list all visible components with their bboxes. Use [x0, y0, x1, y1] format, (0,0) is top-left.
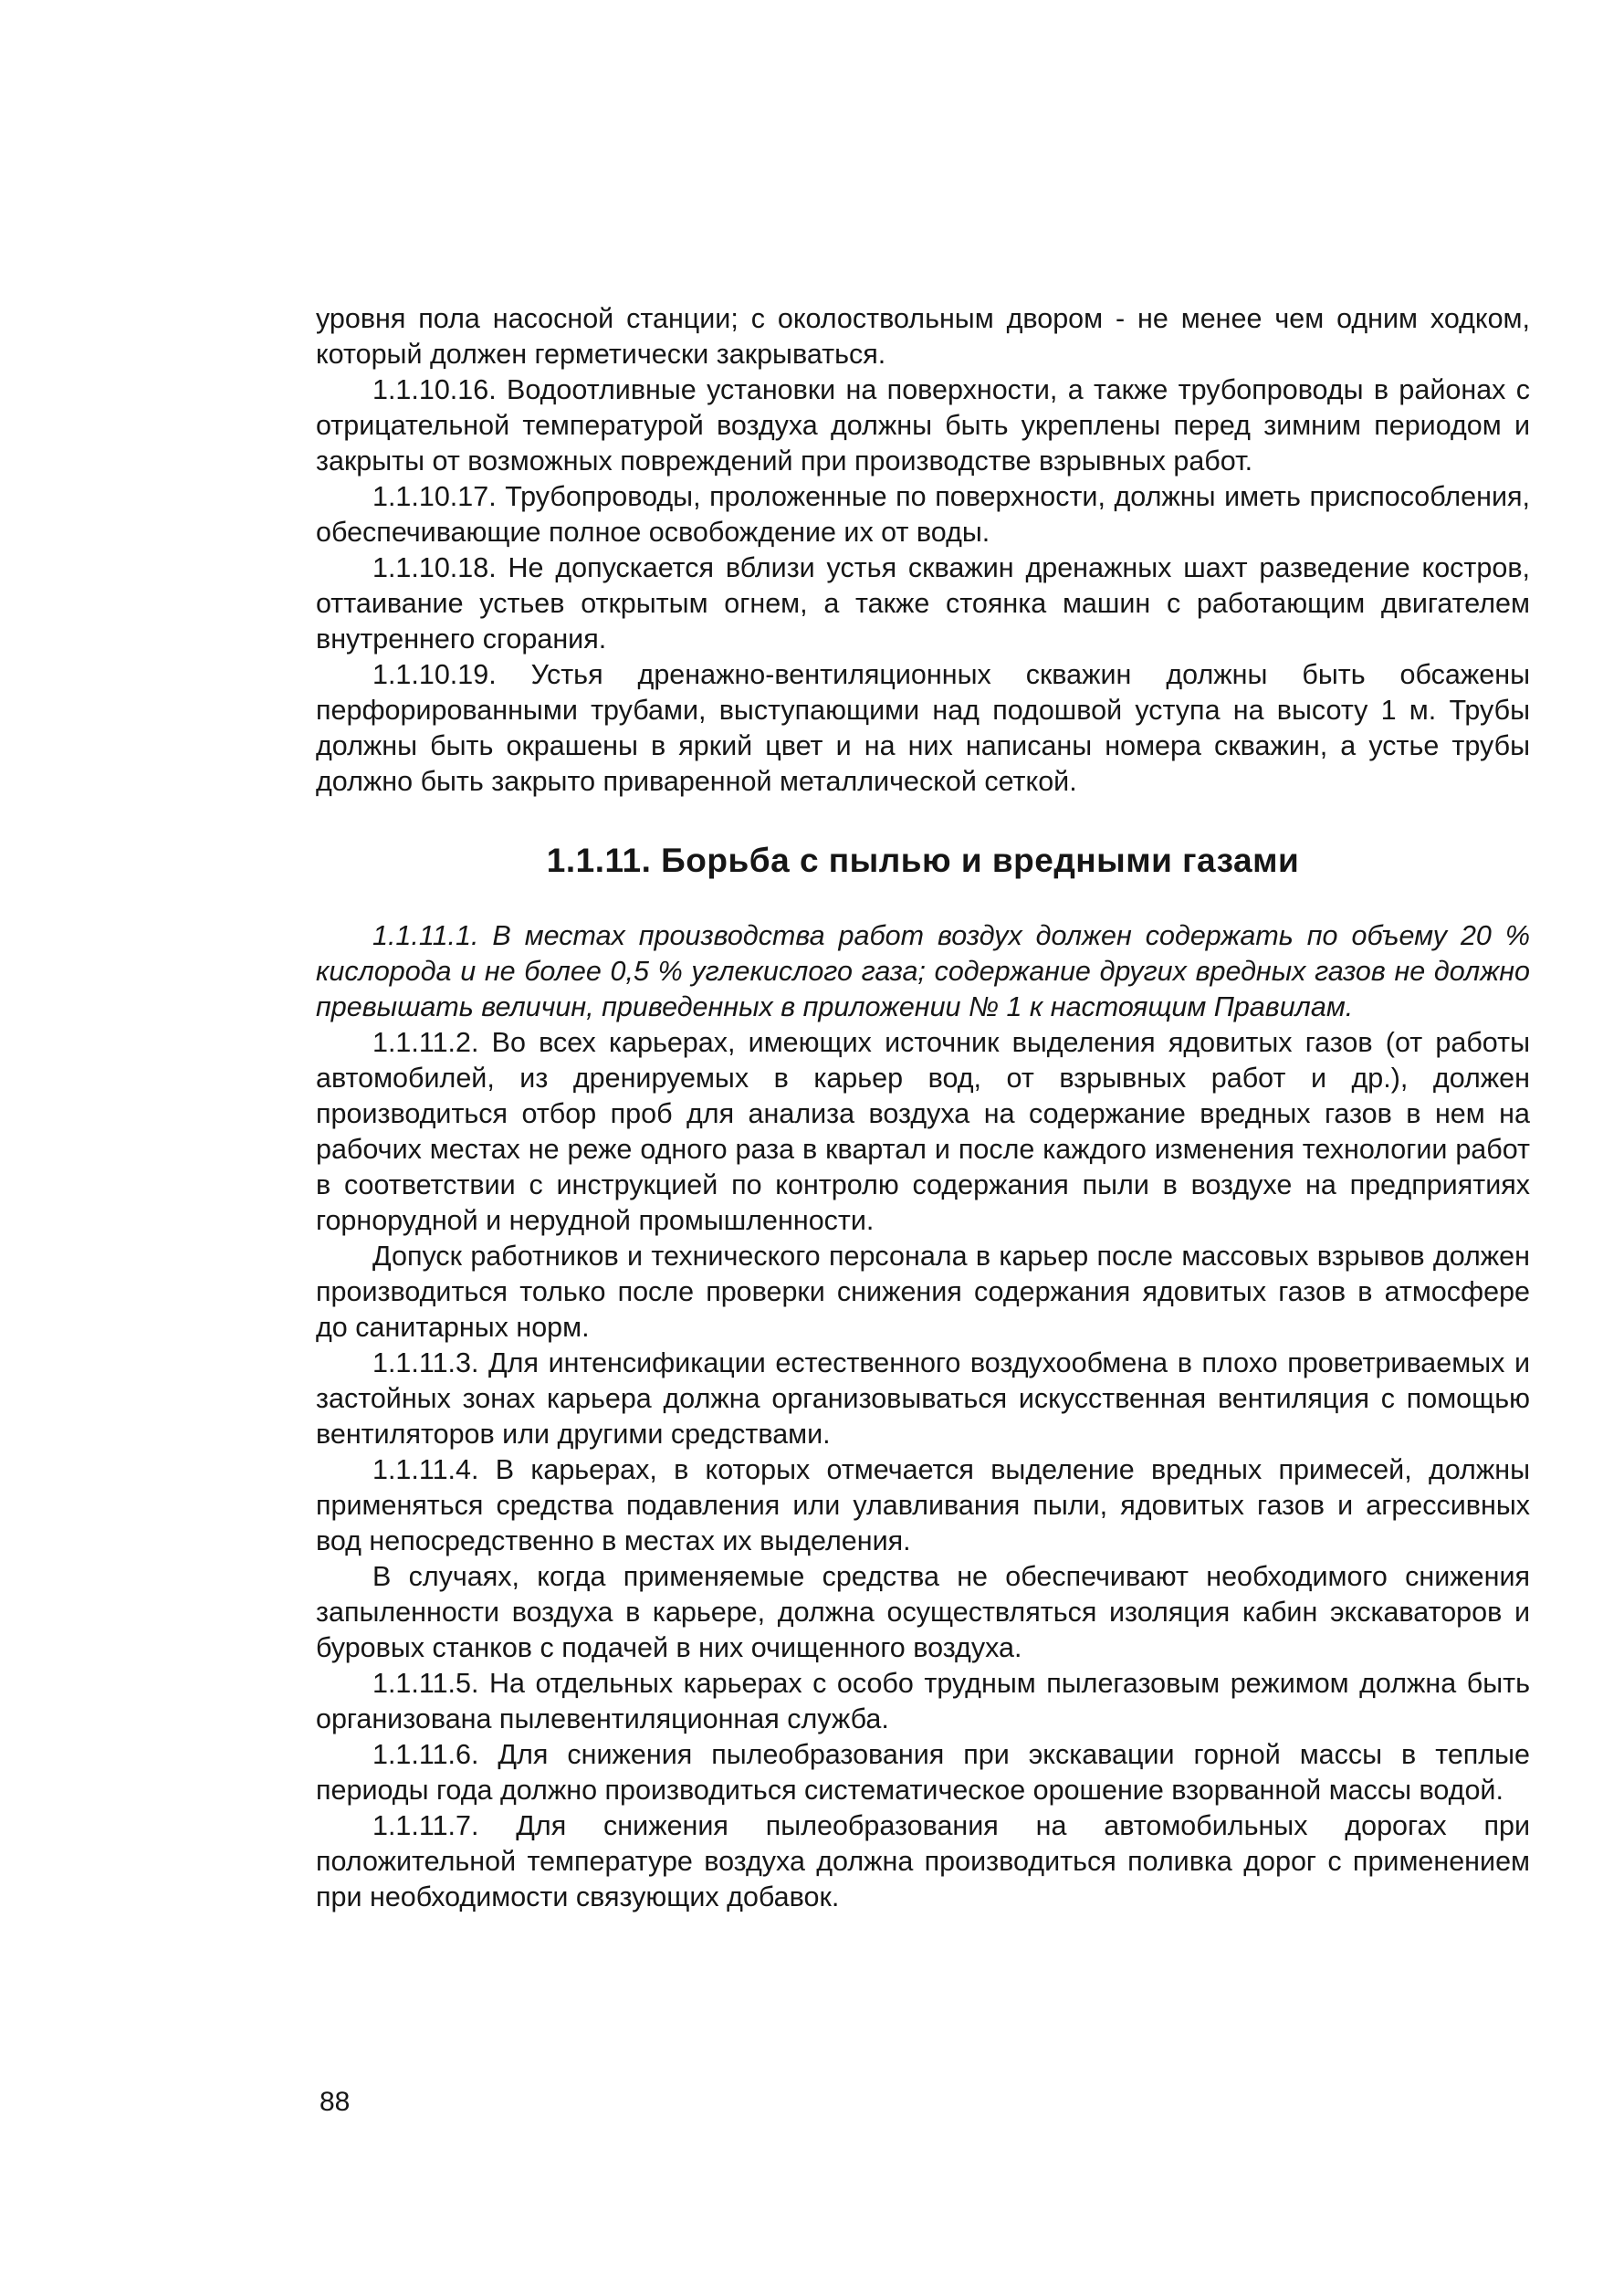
paragraph-1-1-11-1: 1.1.11.1. В местах производства работ воздух должен содержать по объему 20 % кислорода и не более 0,5 % углекислого газа; содержание других вредных газов не должно превышать величин, приведенных в приложении № 1 к настоящим Правилам. — [316, 920, 1530, 1022]
paragraph-1-1-11-3: 1.1.11.3. Для интенсификации естественного воздухообмена в плохо проветриваемых и застойных зонах карьера должна организовываться искусственная вентиляция с помощью вентиляторов или другими средствами. — [316, 1347, 1530, 1450]
paragraph-1-1-11-7: 1.1.11.7. Для снижения пылеобразования на автомобильных дорогах при положительной температуре воздуха должна производиться поливка дорог с применением при необходимости связующих добавок. — [316, 1810, 1530, 1912]
paragraph-1-1-11-4: 1.1.11.4. В карьерах, в которых отмечается выделение вредных примесей, должны применяться средства подавления или улавливания пыли, ядовитых газов и агрессивных вод непосредственно в местах их выделения. — [316, 1454, 1530, 1556]
page-number: 88 — [320, 2087, 351, 2117]
paragraph-insulation: В случаях, когда применяемые средства не обеспечивают необходимого снижения запыленности воздуха в карьере, должна осуществляться изоляция кабин экскаваторов и буровых станков с подачей в них очищенного воздуха. — [316, 1561, 1530, 1663]
section-heading: 1.1.11. Борьба с пылью и вредными газами — [546, 842, 1300, 879]
paragraph-admission: Допуск работников и технического персонала в карьер после массовых взрывов должен производиться только после проверки снижения содержания ядовитых газов в атмосфере до санитарных норм. — [316, 1241, 1530, 1343]
paragraph-continuation: уровня пола насосной станции; с околоствольным двором - не менее чем одним ходком, который должен герметически закрываться. — [316, 303, 1530, 370]
paragraph-1-1-10-17: 1.1.10.17. Трубопроводы, проложенные по поверхности, должны иметь приспособления, обеспечивающие полное освобождение их от воды. — [316, 481, 1530, 548]
paragraph-1-1-11-6: 1.1.11.6. Для снижения пылеобразования при экскавации горной массы в теплые периоды года должно производиться систематическое орошение взорванной массы водой. — [316, 1739, 1530, 1806]
paragraph-1-1-11-5: 1.1.11.5. На отдельных карьерах с особо трудным пылегазовым режимом должна быть организована пылевентиляционная служба. — [316, 1668, 1530, 1734]
paragraph-1-1-10-19: 1.1.10.19. Устья дренажно-вентиляционных скважин должны быть обсажены перфорированными трубами, выступающими над подошвой уступа на высоту 1 м. Трубы должны быть окрашены в яркий цвет и на них написаны номера скважин, а устье трубы должно быть закрыто приваренной металлической сеткой. — [316, 659, 1530, 797]
paragraph-1-1-10-18: 1.1.10.18. Не допускается вблизи устья скважин дренажных шахт разведение костров, оттаивание устьев открытым огнем, а также стоянка машин с работающим двигателем внутреннего сгорания. — [316, 552, 1530, 655]
paragraph-1-1-10-16: 1.1.10.16. Водоотливные установки на поверхности, а также трубопроводы в районах с отрицательной температурой воздуха должны быть укреплены перед зимним периодом и закрыты от возможных повреждений при производстве взрывных работ. — [316, 374, 1530, 477]
paragraph-1-1-11-2: 1.1.11.2. Во всех карьерах, имеющих источник выделения ядовитых газов (от работы автомобилей, из дренируемых в карьер вод, от взрывных работ и др.), должен производиться отбор проб для анализа воздуха на содержание вредных газов в нем на рабочих местах не реже одного раза в квартал и после каждого изменения технологии работ в соответствии с инструкцией по контролю содержания пыли в воздухе на предприятиях горнорудной и нерудной промышленности. — [316, 1027, 1530, 1236]
body-text — [316, 301, 1530, 1915]
